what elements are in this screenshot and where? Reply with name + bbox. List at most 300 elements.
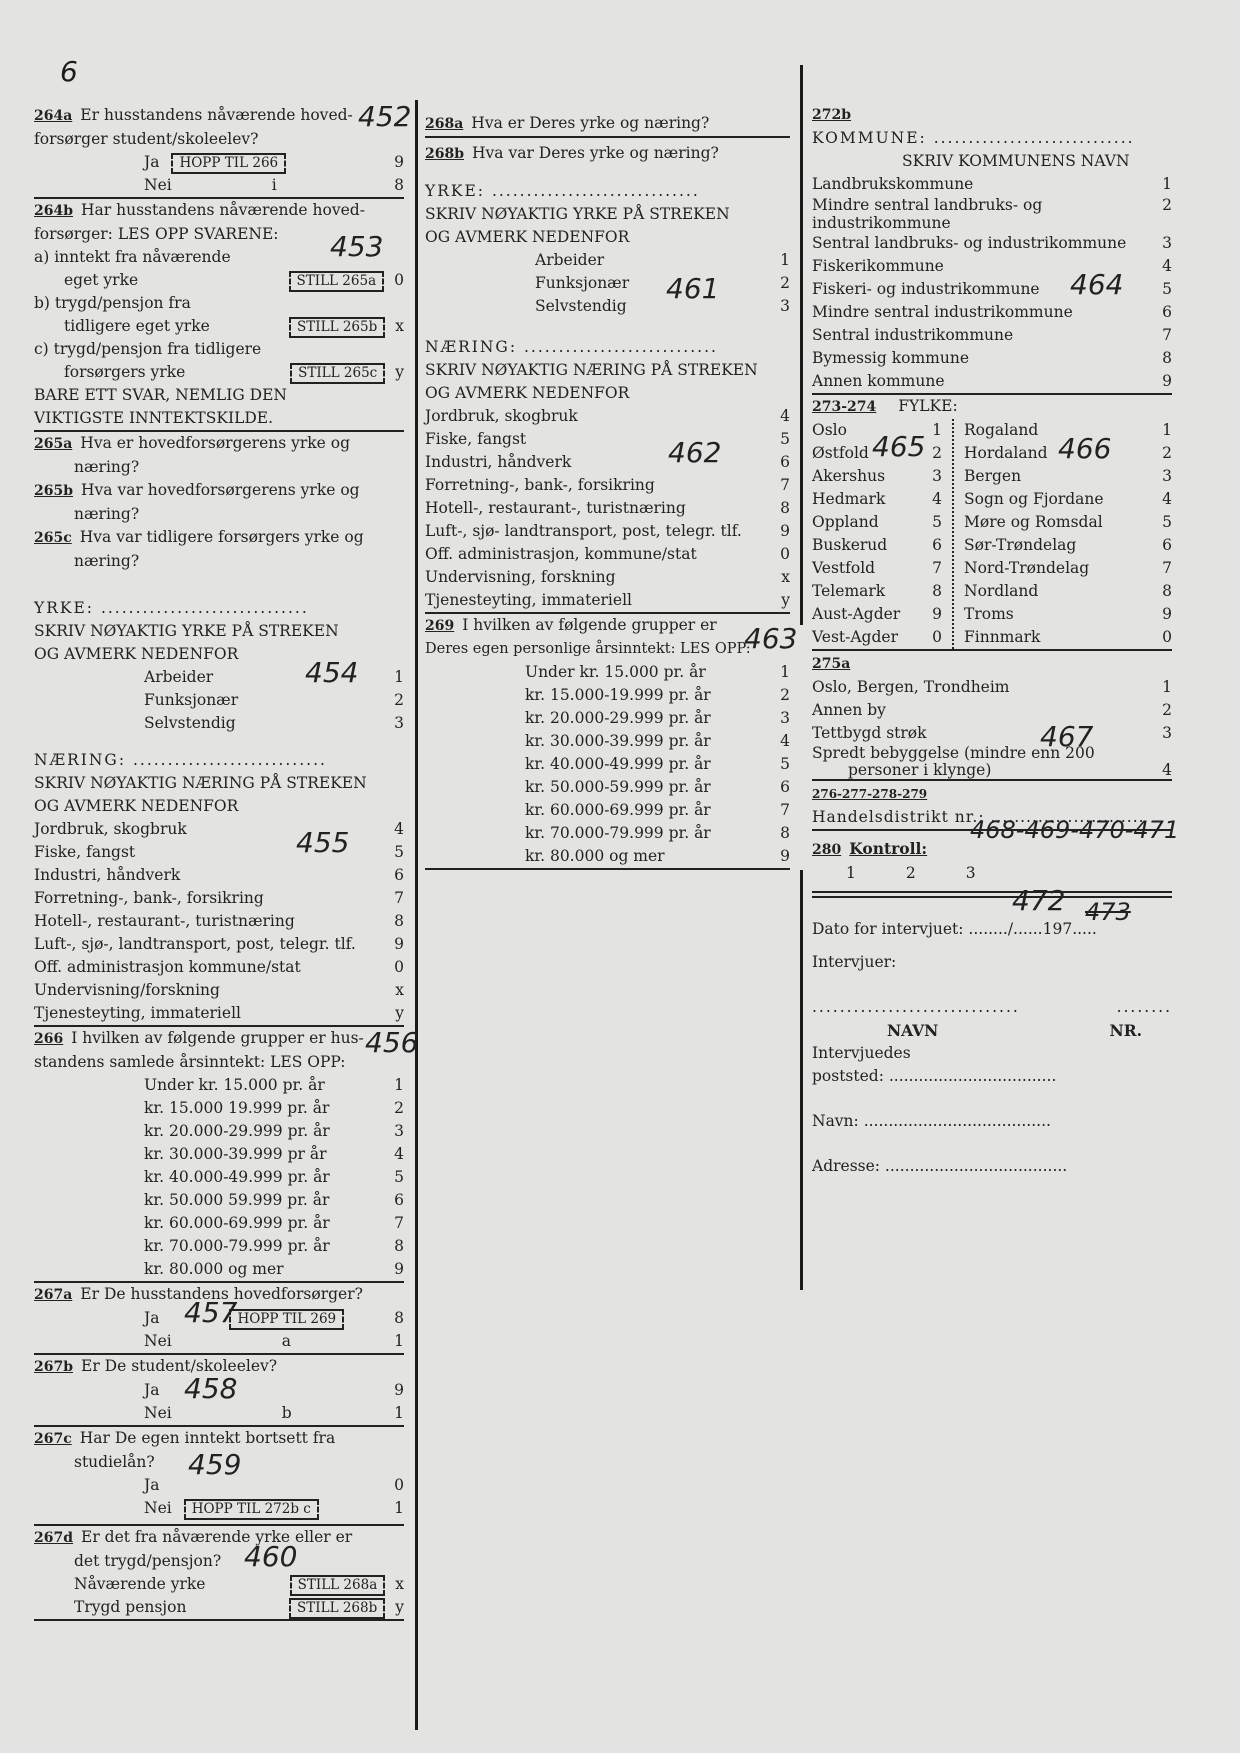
option-label: Undervisning/forskning: [34, 981, 220, 999]
income-opt[interactable]: [34, 1143, 404, 1166]
income-opt[interactable]: [34, 1212, 404, 1235]
handwritten-code: 467: [1040, 720, 1094, 753]
option-label: Sentral landbruks- og industrikommune: [812, 234, 1127, 252]
option-code: 9: [780, 522, 790, 540]
instruction: OG AVMERK NEDENFOR: [34, 797, 239, 815]
q265b-line2: [34, 503, 404, 526]
income-opt[interactable]: [34, 1235, 404, 1258]
option-label: kr. 80.000 og mer: [525, 847, 665, 865]
option-label: Sør-Trøndelag: [964, 536, 1077, 554]
option-code: y: [395, 1004, 404, 1022]
option-label: Nei: [144, 176, 172, 194]
q264a-text2: forsørger student/skoleelev?: [34, 130, 259, 148]
handwritten-code: 458: [184, 1372, 238, 1405]
divider: [812, 649, 1172, 651]
option-code: x: [781, 568, 790, 586]
q265a-number: 265a: [34, 436, 73, 452]
instruction: OG AVMERK NEDENFOR: [425, 384, 630, 402]
option-code: 6: [1162, 536, 1172, 554]
q266-line1: [34, 1027, 404, 1051]
option-code: 1: [394, 1499, 404, 1517]
right-column: [812, 104, 1172, 1178]
q265b-line1: [34, 479, 404, 503]
option-code: 5: [780, 430, 790, 448]
option-label: Spredt bebyggelse (mindre enn 200: [812, 744, 1095, 762]
fylke-opt[interactable]: [964, 626, 1172, 649]
fylke-opt[interactable]: [812, 580, 942, 603]
option-code: y: [395, 1598, 404, 1616]
kommune-opt[interactable]: [812, 301, 1172, 324]
option-label: Fiske, fangst: [34, 843, 136, 861]
adresse-field[interactable]: [812, 1155, 1172, 1178]
q267d-line2: [34, 1550, 404, 1573]
q268a-text: Hva er Deres yrke og næring?: [471, 114, 710, 132]
option-code: 9: [1162, 605, 1172, 623]
option-code: 1: [1162, 175, 1172, 193]
option-code: 0: [780, 545, 790, 563]
fylke-table: [812, 419, 1172, 649]
q269-line1: [425, 614, 790, 638]
yrke-opt-mid[interactable]: [425, 249, 790, 272]
option-code: 8: [394, 1237, 404, 1255]
q267c-nei[interactable]: [34, 1497, 404, 1526]
naering-opt-mid[interactable]: [425, 497, 790, 520]
handwritten-code: 462: [668, 436, 722, 469]
option-label: Aust-Agder: [812, 605, 901, 623]
fylke-opt[interactable]: [964, 511, 1172, 534]
option-label: kr. 15.000-19.999 pr. år: [525, 686, 711, 704]
yrke-instr1-mid: [425, 203, 790, 226]
kommune-instruction: [812, 150, 1172, 173]
q267a-nei[interactable]: [34, 1330, 404, 1355]
q265c-text: Hva var tidligere forsørgers yrke og: [79, 528, 364, 546]
handwritten-code: 453: [330, 230, 384, 263]
option-label: Nei: [144, 1332, 172, 1350]
naering-opt-mid[interactable]: [425, 405, 790, 428]
option-label: Telemark: [812, 582, 886, 600]
option-code: 3: [1162, 724, 1172, 742]
income-opt[interactable]: [34, 1120, 404, 1143]
naering-opt-left[interactable]: [34, 910, 404, 933]
poststed-field[interactable]: [812, 1065, 1172, 1088]
naering-opt-left[interactable]: [34, 887, 404, 910]
kommune-opt[interactable]: [812, 324, 1172, 347]
income-opt-mid[interactable]: [425, 845, 790, 870]
option-code: 0: [394, 271, 404, 289]
naering-field: NÆRING: ............................: [425, 338, 718, 356]
handwritten-code: 459: [188, 1448, 242, 1481]
bosted-opt[interactable]: [812, 699, 1172, 722]
naering-field: NÆRING: ............................: [34, 751, 327, 769]
kommune-opt[interactable]: [812, 173, 1172, 196]
income-opt-mid[interactable]: [425, 684, 790, 707]
fylke-opt[interactable]: [812, 488, 942, 511]
option-code: 8: [1162, 349, 1172, 367]
intervjuer-name-line: ..............................: [812, 998, 1020, 1016]
q267d-text: Er det fra nåværende yrke eller er: [81, 1528, 353, 1546]
naering-opt-mid[interactable]: [425, 520, 790, 543]
option-code: 7: [1162, 326, 1172, 344]
handwritten-code: 460: [244, 1540, 298, 1573]
option-label: eget yrke: [64, 271, 139, 289]
income-opt[interactable]: [34, 1189, 404, 1212]
option-label: Funksjonær: [535, 274, 630, 292]
intervjuer-label: Intervjuer:: [812, 953, 897, 971]
option-label: Troms: [964, 605, 1014, 623]
naering-opt-mid[interactable]: [425, 543, 790, 566]
naering-opt-mid[interactable]: [425, 566, 790, 589]
option-code: 4: [394, 1145, 404, 1163]
option-label: personer i klynge): [848, 761, 992, 779]
fylke-opt[interactable]: [812, 534, 942, 557]
q265b-text: Hva var hovedforsørgerens yrke og: [81, 481, 360, 499]
option-code: 3: [1162, 467, 1172, 485]
skip-box: HOPP TIL 266: [171, 153, 286, 174]
q267a-text: Er De husstandens hovedforsørger?: [80, 1285, 363, 1303]
option-code: 9: [780, 847, 790, 865]
option-label: Industri, håndverk: [425, 453, 572, 471]
handwritten-code: 468-469-470-471: [970, 816, 1180, 844]
option-label: Ja: [144, 1476, 160, 1494]
option-label: Tjenesteyting, immateriell: [425, 591, 632, 609]
option-code: x: [395, 981, 404, 999]
middle-column: [425, 112, 790, 870]
option-code: 4: [1162, 490, 1172, 508]
fylke-opt[interactable]: [812, 511, 942, 534]
q267d-number: 267d: [34, 1530, 74, 1546]
q265a-line1: [34, 432, 404, 456]
naering-opt-mid[interactable]: [425, 589, 790, 614]
option-label: Møre og Romsdal: [964, 513, 1103, 531]
kommune-opt[interactable]: [812, 347, 1172, 370]
instruction: BARE ETT SVAR, NEMLIG DEN: [34, 386, 287, 404]
naering-opt-left[interactable]: [34, 933, 404, 956]
kommune-opt[interactable]: [812, 232, 1172, 255]
q264a-text: Er husstandens nåværende hoved-: [80, 106, 353, 124]
q265c-number: 265c: [34, 530, 72, 546]
q265a-text: Hva er hovedforsørgerens yrke og: [80, 434, 351, 452]
option-label: Oslo, Bergen, Trondheim: [812, 678, 1010, 696]
handwritten-code: 456: [365, 1026, 419, 1059]
yrke-line-left[interactable]: [34, 597, 404, 620]
option-code: 5: [1162, 280, 1172, 298]
option-code: 6: [394, 866, 404, 884]
option-label: kr. 60.000-69.999 pr. år: [144, 1214, 330, 1232]
option-label: Trygd pensjon: [74, 1598, 187, 1616]
option-label: Finnmark: [964, 628, 1041, 646]
q268a: [425, 112, 790, 138]
kommune-opt[interactable]: [812, 196, 1172, 232]
fylke-number: 273-274: [812, 399, 877, 415]
option-label: tidligere eget yrke: [64, 317, 210, 335]
q267d-text2: det trygd/pensjon?: [74, 1552, 222, 1570]
kommune-line: KOMMUNE: .............................: [812, 129, 1135, 147]
option-label: Bergen: [964, 467, 1022, 485]
dato-label: Dato for intervjuet: ......../......197.....: [812, 920, 1097, 938]
q264a-ja[interactable]: [34, 151, 404, 174]
navn-field[interactable]: [812, 1110, 1172, 1133]
q264b-a[interactable]: [34, 269, 404, 292]
naering-opt-mid[interactable]: [425, 474, 790, 497]
naering-instr2-mid: [425, 382, 790, 405]
option-label: kr. 20.000-29.999 pr. år: [525, 709, 711, 727]
bosted-opt[interactable]: [812, 722, 1172, 745]
option-code: 2: [1162, 701, 1172, 719]
kommune-opt[interactable]: [812, 370, 1172, 395]
option-code: 1: [394, 668, 404, 686]
handel-number-row: [812, 783, 1172, 806]
option-code: 8: [932, 582, 942, 600]
q265b-number: 265b: [34, 483, 74, 499]
q267d-opt1[interactable]: [34, 1573, 404, 1596]
option-label: Under kr. 15.000 pr. år: [525, 663, 706, 681]
option-code: 3: [965, 864, 976, 882]
option-code: 3: [394, 1122, 404, 1140]
option-label: Hotell-, restaurant-, turistnæring: [425, 499, 686, 517]
option-label: kr. 40.000-49.999 pr. år: [144, 1168, 330, 1186]
q264b-c[interactable]: [34, 361, 404, 384]
bosted-opt[interactable]: [812, 745, 1172, 762]
income-opt[interactable]: [34, 1097, 404, 1120]
instruction: SKRIV NØYAKTIG YRKE PÅ STREKEN: [34, 622, 339, 640]
income-opt-mid[interactable]: [425, 822, 790, 845]
option-code: 3: [780, 709, 790, 727]
option-code: 6: [780, 778, 790, 796]
option-code: 4: [1162, 761, 1172, 779]
skip-box: STILL 265a: [289, 271, 385, 292]
naering-line-left[interactable]: [34, 749, 404, 772]
naering-line-mid[interactable]: [425, 336, 790, 359]
q267b-nei[interactable]: [34, 1402, 404, 1427]
handwritten-code: 463: [744, 622, 798, 655]
fylke-opt[interactable]: [964, 488, 1172, 511]
q264b-b[interactable]: [34, 315, 404, 338]
option-label: Mindre sentral landbruks- og industrikommune: [812, 196, 1043, 232]
option-code: 2: [780, 686, 790, 704]
intervjuer-caption: [812, 1019, 1172, 1042]
fylke-opt[interactable]: [812, 557, 942, 580]
option-code: 8: [394, 1309, 404, 1327]
income-opt-mid[interactable]: [425, 799, 790, 822]
option-code: 6: [1162, 303, 1172, 321]
option-label: Oppland: [812, 513, 879, 531]
income-opt-mid[interactable]: [425, 707, 790, 730]
bosted-opt[interactable]: [812, 676, 1172, 699]
option-label: Undervisning, forskning: [425, 568, 616, 586]
option-code: 0: [394, 958, 404, 976]
option-code: 2: [394, 691, 404, 709]
income-opt-mid[interactable]: [425, 776, 790, 799]
option-code: 4: [780, 732, 790, 750]
option-label: Selvstendig: [144, 714, 236, 732]
option-label: Nord-Trøndelag: [964, 559, 1090, 577]
naering-opt-left[interactable]: [34, 1002, 404, 1027]
yrke-opt-mid[interactable]: [425, 272, 790, 295]
yrke-opt-left[interactable]: [34, 712, 404, 735]
option-label: Luft-, sjø- landtransport, post, telegr. tlf.: [425, 522, 742, 540]
option-code: 5: [394, 1168, 404, 1186]
option-label: Under kr. 15.000 pr. år: [144, 1076, 325, 1094]
q269-text: I hvilken av følgende grupper er: [462, 616, 717, 634]
option-label: kr. 30.000-39.999 pr. år: [525, 732, 711, 750]
fylke-opt[interactable]: [812, 465, 942, 488]
option-label: Nåværende yrke: [74, 1575, 206, 1593]
intervjuer-nr-line: ........: [1116, 998, 1172, 1016]
income-opt-mid[interactable]: [425, 753, 790, 776]
option-label: Annen by: [812, 701, 886, 719]
option-label: Jordbruk, skogbruk: [34, 820, 187, 838]
option-label: Vestfold: [812, 559, 876, 577]
q264a-nei[interactable]: [34, 174, 404, 199]
option-label: kr. 70.000-79.999 pr. år: [144, 1237, 330, 1255]
option-label: Hotell-, restaurant-, turistnæring: [34, 912, 295, 930]
poststed-label1: Intervjuedes: [812, 1044, 911, 1062]
handwritten-code: 472: [1012, 884, 1066, 917]
yrke-opt-left[interactable]: [34, 689, 404, 712]
option-code: 5: [1162, 513, 1172, 531]
option-label: Hedmark: [812, 490, 886, 508]
option-code: 8: [780, 499, 790, 517]
q267c-number: 267c: [34, 1431, 72, 1447]
option-code: 8: [394, 912, 404, 930]
fylke-opt[interactable]: [964, 557, 1172, 580]
option-label: Nei: [144, 1499, 172, 1517]
q267d-opt2[interactable]: [34, 1596, 404, 1621]
instruction: VIKTIGSTE INNTEKTSKILDE.: [34, 409, 274, 427]
naering-opt-left[interactable]: [34, 979, 404, 1002]
option-label: Annen kommune: [812, 372, 945, 390]
skip-box: STILL 265c: [290, 363, 385, 384]
skip-box: STILL 268b: [289, 1598, 385, 1619]
kontroll-options[interactable]: [812, 862, 1172, 893]
instruction: SKRIV NØYAKTIG NÆRING PÅ STREKEN: [425, 361, 758, 379]
fylke-opt[interactable]: [964, 534, 1172, 557]
income-opt[interactable]: [34, 1258, 404, 1283]
q264b-text2: forsørger: LES OPP SVARENE:: [34, 225, 279, 243]
option-code: 2: [1162, 196, 1172, 214]
fylke-opt[interactable]: [812, 626, 942, 649]
yrke-line-mid[interactable]: [425, 180, 790, 203]
q269-text2: Deres egen personlige årsinntekt: LES OPP:: [425, 641, 751, 657]
sub-mark: i: [271, 176, 277, 194]
option-label: Arbeider: [144, 668, 214, 686]
q267c-text2: studielån?: [74, 1453, 155, 1471]
option-label: Sogn og Fjordane: [964, 490, 1104, 508]
option-label: Landbrukskommune: [812, 175, 974, 193]
option-label: Off. administrasjon, kommune/stat: [425, 545, 697, 563]
option-code: 7: [1162, 559, 1172, 577]
skip-box: STILL 268a: [290, 1575, 386, 1596]
intervjuer-field[interactable]: [812, 996, 1172, 1019]
yrke-instr1-left: [34, 620, 404, 643]
income-opt-mid[interactable]: [425, 730, 790, 753]
naering-instr1-mid: [425, 359, 790, 382]
option-label: kr. 80.000 og mer: [144, 1260, 284, 1278]
q268b-number: 268b: [425, 146, 465, 162]
option-label: Forretning-, bank-, forsikring: [34, 889, 264, 907]
option-code: 2: [905, 864, 916, 882]
option-label: kr. 50.000 59.999 pr. år: [144, 1191, 330, 1209]
yrke-instr2-mid: [425, 226, 790, 249]
income-opt[interactable]: [34, 1166, 404, 1189]
q267d-line1: [34, 1526, 404, 1550]
q266-text2: standens samlede årsinntekt: LES OPP:: [34, 1053, 346, 1071]
fylke-opt[interactable]: [964, 580, 1172, 603]
q275a-number-row: [812, 653, 1172, 676]
adresse-line: Adresse: .....................................: [812, 1157, 1068, 1175]
handwritten-code: 466: [1058, 432, 1112, 465]
q264b-line1: [34, 199, 404, 223]
q264b-b1: [34, 292, 404, 315]
instruction: SKRIV NØYAKTIG YRKE PÅ STREKEN: [425, 205, 730, 223]
option-label: Buskerud: [812, 536, 888, 554]
option-code: 9: [394, 153, 404, 171]
q268a-number: 268a: [425, 116, 464, 132]
option-label: forsørgers yrke: [64, 363, 186, 381]
option-label: b) trygd/pensjon fra: [34, 294, 191, 312]
skip-box: STILL 265b: [289, 317, 385, 338]
option-label: Jordbruk, skogbruk: [425, 407, 578, 425]
option-label: kr. 40.000-49.999 pr. år: [525, 755, 711, 773]
q269-line2: [425, 638, 790, 661]
option-code: 0: [932, 628, 942, 646]
option-code: 3: [780, 297, 790, 315]
fylke-opt[interactable]: [964, 603, 1172, 626]
column-divider-left: [415, 100, 418, 1730]
q264b-c1: [34, 338, 404, 361]
option-label: Mindre sentral industrikommune: [812, 303, 1073, 321]
option-label: Fiskerikommune: [812, 257, 944, 275]
income-opt-mid[interactable]: [425, 661, 790, 684]
option-code: 6: [932, 536, 942, 554]
option-label: Luft-, sjø-, landtransport, post, telegr. tlf.: [34, 935, 356, 953]
kommune-field[interactable]: [812, 127, 1172, 150]
option-code: x: [395, 1575, 404, 1593]
naering-instr2-left: [34, 795, 404, 818]
page-number: 6: [60, 55, 78, 88]
naering-opt-left[interactable]: [34, 956, 404, 979]
income-opt[interactable]: [34, 1074, 404, 1097]
q266-line2: [34, 1051, 404, 1074]
option-code: 5: [932, 513, 942, 531]
option-label: Off. administrasjon kommune/stat: [34, 958, 301, 976]
option-label: c) trygd/pensjon fra tidligere: [34, 340, 262, 358]
fylke-opt[interactable]: [812, 603, 942, 626]
option-label: Rogaland: [964, 421, 1039, 439]
naering-opt-left[interactable]: [34, 864, 404, 887]
fylke-opt[interactable]: [964, 465, 1172, 488]
fylke-header: [812, 395, 1172, 419]
column-divider-right: [800, 870, 803, 1290]
handel-label: Handelsdistrikt nr.: ..........................: [812, 808, 1145, 826]
option-code: 7: [780, 476, 790, 494]
naering-opt-mid[interactable]: [425, 451, 790, 474]
q264b-note2: [34, 407, 404, 432]
navn-line: Navn: ......................................: [812, 1112, 1051, 1130]
yrke-opt-mid[interactable]: [425, 295, 790, 318]
option-code: 4: [1162, 257, 1172, 275]
q264b-number: 264b: [34, 203, 74, 219]
naering-instr1-left: [34, 772, 404, 795]
handwritten-code: 455: [296, 826, 350, 859]
option-code: 2: [394, 1099, 404, 1117]
handwritten-code: 461: [666, 272, 720, 305]
q267b-text: Er De student/skoleelev?: [81, 1357, 278, 1375]
option-code: 2: [932, 444, 942, 462]
option-code: 0: [1162, 628, 1172, 646]
naering-opt-mid[interactable]: [425, 428, 790, 451]
option-label: Fiske, fangst: [425, 430, 527, 448]
